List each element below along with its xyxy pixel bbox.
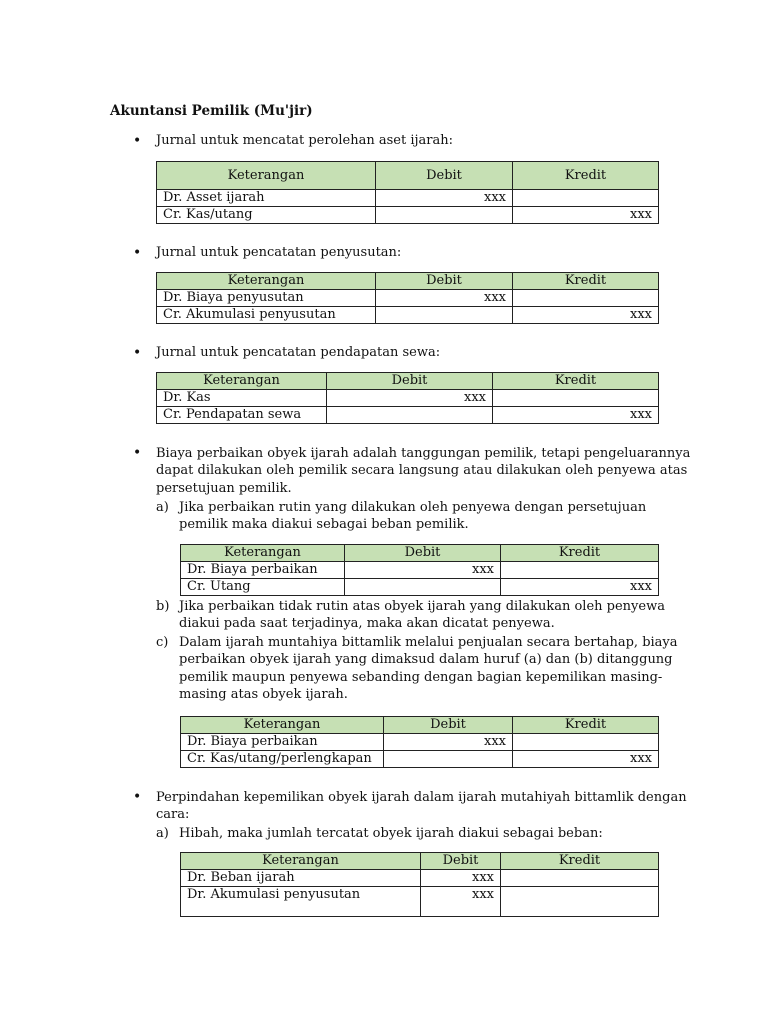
header-kredit: Kredit — [513, 162, 659, 190]
cell-keterangan: Dr. Biaya penyusutan — [157, 290, 376, 307]
bullet-perolehan: • Jurnal untuk mencatat perolehan aset ijarah: — [156, 133, 453, 148]
cell-kredit — [493, 390, 659, 407]
cell-keterangan: Cr. Pendapatan sewa — [157, 407, 327, 424]
cell-kredit — [513, 734, 659, 751]
table-row — [181, 734, 659, 751]
table-perbaikan-bertahap — [180, 716, 659, 768]
table-row — [157, 390, 659, 407]
cell-keterangan: Cr. Utang — [181, 579, 345, 596]
cell-debit — [376, 207, 513, 224]
header-debit: Debit — [376, 162, 513, 190]
table-row — [157, 290, 659, 307]
cell-kredit — [501, 887, 659, 917]
header-kredit: Kredit — [501, 545, 659, 562]
subitem-label: c) — [156, 635, 169, 650]
text-line: Hibah, maka jumlah tercatat obyek ijarah diakui sebagai beban: — [179, 826, 603, 841]
header-kredit: Kredit — [501, 853, 659, 870]
header-keterangan: Keterangan — [181, 853, 421, 870]
cell-kredit: xxx — [513, 751, 659, 768]
cell-keterangan: Dr. Biaya perbaikan — [181, 734, 384, 751]
text-line: Jika perbaikan rutin yang dilakukan oleh penyewa dengan persetujuan — [179, 500, 647, 515]
header-keterangan: Keterangan — [157, 373, 327, 390]
table-row — [157, 307, 659, 324]
header-kredit: Kredit — [493, 373, 659, 390]
cell-kredit — [501, 562, 659, 579]
bullet-perpindahan-kepemilikan — [156, 789, 687, 824]
table-header-row — [157, 273, 659, 290]
table-pendapatan-sewa — [156, 372, 659, 424]
subitem-label: a) — [156, 500, 169, 515]
cell-debit — [345, 579, 501, 596]
header-keterangan: Keterangan — [181, 717, 384, 734]
subitem-b-tidak-rutin — [156, 598, 665, 633]
table-perolehan — [156, 161, 659, 224]
header-keterangan: Keterangan — [157, 273, 376, 290]
cell-keterangan: Cr. Akumulasi penyusutan — [157, 307, 376, 324]
text-line: persetujuan pemilik. — [156, 480, 292, 496]
cell-kredit: xxx — [493, 407, 659, 424]
cell-debit: xxx — [421, 887, 501, 917]
header-kredit: Kredit — [513, 273, 659, 290]
cell-keterangan: Dr. Kas — [157, 390, 327, 407]
table-row — [181, 751, 659, 768]
text-line: perbaikan obyek ijarah yang dimaksud dalam huruf (a) dan (b) ditanggung — [179, 652, 673, 668]
header-keterangan: Keterangan — [181, 545, 345, 562]
cell-debit: xxx — [376, 190, 513, 207]
header-kredit: Kredit — [513, 717, 659, 734]
cell-keterangan: Dr. Akumulasi penyusutan — [181, 887, 421, 917]
header-debit: Debit — [384, 717, 513, 734]
subitem-label: b) — [156, 599, 170, 614]
cell-kredit: xxx — [513, 307, 659, 324]
header-debit: Debit — [327, 373, 493, 390]
text-line: • Biaya perbaikan obyek ijarah adalah tanggungan pemilik, tetapi pengeluarannya — [156, 446, 691, 461]
table-header-row — [181, 717, 659, 734]
text-line: masing atas obyek ijarah. — [179, 686, 348, 702]
cell-debit: xxx — [384, 734, 513, 751]
cell-kredit: xxx — [501, 579, 659, 596]
table-hibah — [180, 852, 659, 917]
subitem-c-bertahap — [156, 634, 678, 703]
table-header-row — [181, 545, 659, 562]
table-perbaikan-rutin — [180, 544, 659, 596]
cell-debit — [327, 407, 493, 424]
cell-kredit: xxx — [513, 207, 659, 224]
cell-debit — [384, 751, 513, 768]
header-debit: Debit — [376, 273, 513, 290]
text-line: diakui pada saat terjadinya, maka akan dicatat penyewa. — [179, 616, 555, 632]
page-title: Akuntansi Pemilik (Mu'jir) — [110, 103, 313, 119]
table-row — [181, 562, 659, 579]
cell-debit: xxx — [327, 390, 493, 407]
text-line: pemilik maka diakui sebagai beban pemilik. — [179, 517, 469, 533]
table-penyusutan — [156, 272, 659, 324]
table-header-row — [157, 373, 659, 390]
bullet-penyusutan: • Jurnal untuk pencatatan penyusutan: — [156, 245, 401, 260]
table-row — [181, 870, 659, 887]
header-debit: Debit — [421, 853, 501, 870]
cell-debit — [376, 307, 513, 324]
bullet-pendapatan-sewa: • Jurnal untuk pencatatan pendapatan sewa: — [156, 345, 440, 360]
cell-keterangan: Dr. Biaya perbaikan — [181, 562, 345, 579]
table-row — [157, 407, 659, 424]
cell-kredit — [501, 870, 659, 887]
text-line: cara: — [156, 807, 190, 823]
cell-debit: xxx — [376, 290, 513, 307]
cell-keterangan: Cr. Kas/utang — [157, 207, 376, 224]
cell-debit: xxx — [421, 870, 501, 887]
subitem-label: a) — [156, 826, 169, 841]
header-keterangan: Keterangan — [157, 162, 376, 190]
text-line: • Perpindahan kepemilikan obyek ijarah dalam ijarah mutahiyah bittamlik dengan — [156, 790, 687, 805]
table-row — [157, 190, 659, 207]
subitem-a-hibah — [156, 825, 603, 842]
text-line: dapat dilakukan oleh pemilik secara langsung atau dilakukan oleh penyewa atas — [156, 463, 688, 479]
cell-kredit — [513, 290, 659, 307]
subitem-a-rutin — [156, 499, 647, 534]
text-line: pemilik maupun penyewa sebanding dengan bagian kepemilikan masing- — [179, 669, 663, 685]
cell-keterangan: Dr. Asset ijarah — [157, 190, 376, 207]
table-row — [181, 887, 659, 917]
table-row — [157, 207, 659, 224]
table-header-row — [157, 162, 659, 190]
cell-keterangan: Dr. Beban ijarah — [181, 870, 421, 887]
table-row — [181, 579, 659, 596]
text-line: Dalam ijarah muntahiya bittamlik melalui penjualan secara bertahap, biaya — [179, 635, 678, 650]
text-line: Jika perbaikan tidak rutin atas obyek ijarah yang dilakukan oleh penyewa — [179, 599, 665, 614]
cell-debit: xxx — [345, 562, 501, 579]
cell-kredit — [513, 190, 659, 207]
header-debit: Debit — [345, 545, 501, 562]
cell-keterangan: Cr. Kas/utang/perlengkapan — [181, 751, 384, 768]
bullet-biaya-perbaikan — [156, 445, 690, 497]
table-header-row — [181, 853, 659, 870]
